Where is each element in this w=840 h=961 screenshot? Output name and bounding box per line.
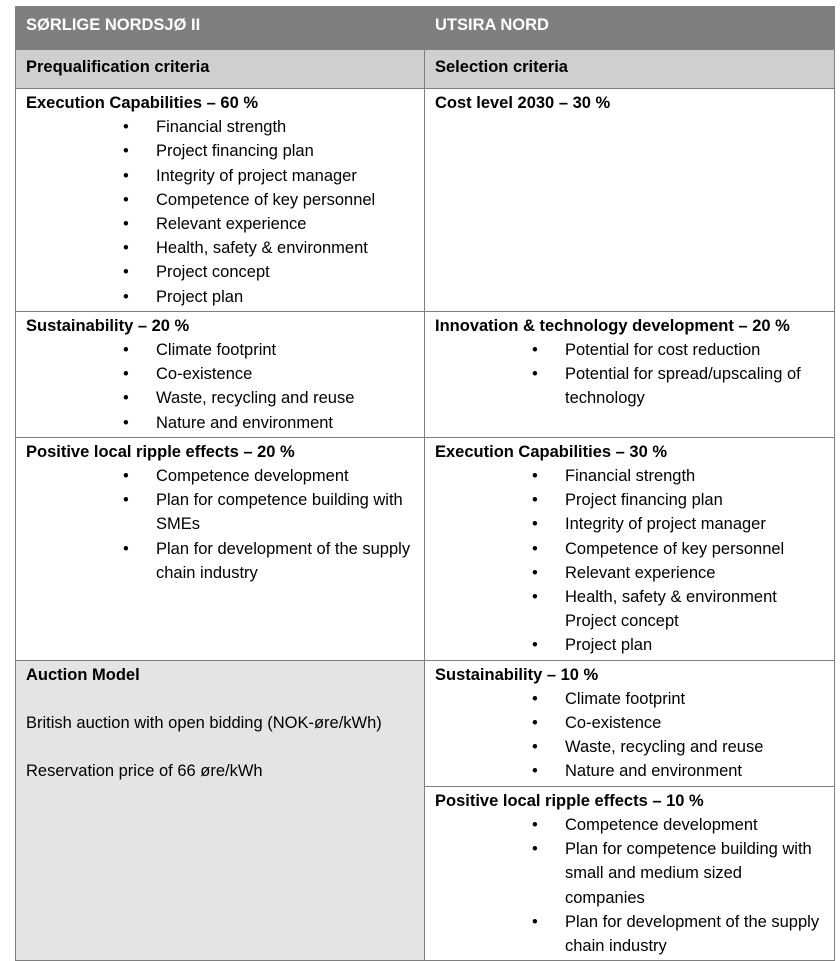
criteria-item-label: Integrity of project manager: [156, 166, 357, 185]
row-4: [16, 660, 835, 786]
bullet-icon: •: [123, 467, 129, 486]
bullet-icon: •: [123, 539, 129, 558]
bullet-icon: •: [123, 287, 129, 306]
bullet-icon: •: [532, 840, 538, 859]
header-row: [16, 7, 835, 50]
bullet-icon: •: [123, 239, 129, 258]
criteria-item-label: Nature and environment: [156, 413, 334, 432]
bullet-icon: •: [532, 588, 538, 607]
criteria-item: [26, 488, 414, 536]
criteria-list: [435, 813, 824, 958]
criteria-item: [435, 837, 824, 910]
bullet-icon: •: [123, 341, 129, 360]
bullet-icon: •: [123, 365, 129, 384]
criteria-item: [26, 188, 414, 212]
criteria-item: [435, 813, 824, 837]
criteria-item-label: Financial strength: [565, 467, 696, 486]
right-section-execution: [425, 437, 835, 660]
criteria-item: [26, 212, 414, 236]
criteria-item: [435, 464, 824, 488]
criteria-item: [435, 512, 824, 536]
criteria-item-label: Waste, recycling and reuse: [156, 389, 355, 408]
criteria-table: [15, 6, 835, 961]
bullet-icon: •: [532, 491, 538, 510]
criteria-item-label: Relevant experience: [565, 563, 716, 582]
criteria-list: [435, 687, 824, 784]
criteria-item: [26, 164, 414, 188]
row-2: [16, 311, 835, 437]
bullet-icon: •: [532, 815, 538, 834]
bullet-icon: •: [532, 341, 538, 360]
criteria-item: [26, 537, 414, 585]
bullet-icon: •: [532, 636, 538, 655]
criteria-list: [26, 338, 414, 435]
criteria-item: [435, 735, 824, 759]
bullet-icon: •: [532, 365, 538, 384]
right-section-innovation: [425, 311, 835, 437]
criteria-item: [435, 561, 824, 585]
criteria-item-label: Plan for competence building with small and medium sized companies: [565, 840, 812, 907]
row-3: [16, 437, 835, 660]
criteria-item-label: Climate footprint: [156, 341, 277, 360]
bullet-icon: •: [532, 738, 538, 757]
bullet-icon: •: [123, 166, 129, 185]
criteria-item: [26, 260, 414, 284]
criteria-item-label: Project financing plan: [156, 142, 314, 161]
bullet-icon: •: [123, 491, 129, 510]
left-section-sustainability: [16, 311, 425, 437]
right-section-sustainability: [425, 660, 835, 786]
criteria-item-label: Integrity of project manager: [565, 515, 766, 534]
criteria-item-label: Plan for development of the supply chain industry: [565, 912, 820, 955]
criteria-item-label: Financial strength: [156, 118, 287, 137]
bullet-icon: •: [532, 762, 538, 781]
bullet-icon: •: [532, 539, 538, 558]
bullet-icon: •: [532, 467, 538, 486]
criteria-item: [26, 115, 414, 139]
auction-reservation-price: Reservation price of 66 øre/kWh: [26, 762, 263, 781]
criteria-item-label: Competence development: [565, 815, 758, 834]
bullet-icon: •: [532, 912, 538, 931]
auction-model-type: British auction with open bidding (NOK-øre/kWh): [26, 713, 382, 732]
criteria-item: [435, 609, 824, 633]
bullet-icon: •: [532, 515, 538, 534]
criteria-item: [26, 139, 414, 163]
criteria-item-label: Waste, recycling and reuse: [565, 738, 764, 757]
criteria-item: [435, 338, 824, 362]
criteria-item-label: Plan for competence building with SMEs: [156, 491, 403, 534]
criteria-item: [26, 236, 414, 260]
bullet-icon: •: [123, 142, 129, 161]
criteria-item: [435, 633, 824, 657]
criteria-item: [435, 585, 824, 609]
criteria-item-label: Potential for spread/upscaling of technology: [565, 365, 801, 408]
section-title: Sustainability – 10 %: [435, 665, 599, 684]
criteria-list: [435, 338, 824, 411]
section-title: Sustainability – 20 %: [26, 316, 190, 335]
criteria-item: [26, 285, 414, 309]
criteria-item-label: Competence development: [156, 467, 349, 486]
criteria-item-label: Climate footprint: [565, 689, 686, 708]
section-title: Positive local ripple effects – 20 %: [26, 442, 295, 461]
criteria-item: [435, 537, 824, 561]
criteria-item: [435, 759, 824, 783]
criteria-item-label: Competence of key personnel: [565, 539, 785, 558]
section-title: Innovation & technology development – 20 %: [435, 316, 790, 335]
row-1: [16, 89, 835, 312]
subheader-row: [16, 50, 835, 89]
bullet-icon: •: [123, 215, 129, 234]
bullet-icon: •: [123, 190, 129, 209]
criteria-item-label: Project plan: [565, 636, 653, 655]
criteria-item-label: Plan for development of the supply chain industry: [156, 539, 411, 582]
criteria-list: [26, 464, 414, 585]
section-title: Execution Capabilities – 30 %: [435, 442, 667, 461]
bullet-icon: •: [123, 118, 129, 137]
criteria-item: [435, 711, 824, 735]
criteria-list: [435, 464, 824, 658]
criteria-item: [26, 411, 414, 435]
auction-model-cell: [16, 660, 425, 960]
criteria-item-label: Project plan: [156, 287, 244, 306]
criteria-item-label: Health, safety & environment: [565, 588, 777, 607]
criteria-item: [26, 386, 414, 410]
criteria-item: [435, 488, 824, 512]
right-section-cost-level: [425, 89, 835, 312]
bullet-icon: •: [123, 389, 129, 408]
header-utsira-nord: UTSIRA NORD: [425, 7, 835, 50]
left-section-ripple-effects: [16, 437, 425, 660]
bullet-icon: •: [123, 413, 129, 432]
criteria-item-label: Project concept: [156, 263, 270, 282]
criteria-item-label: Potential for cost reduction: [565, 341, 761, 360]
criteria-item: [435, 910, 824, 958]
bullet-icon: •: [532, 563, 538, 582]
criteria-item-label: Co-existence: [565, 714, 662, 733]
criteria-item: [26, 362, 414, 386]
criteria-item: [435, 687, 824, 711]
bullet-icon: •: [532, 689, 538, 708]
criteria-item-label: Nature and environment: [565, 762, 743, 781]
criteria-list: [26, 115, 414, 309]
criteria-item-label: Health, safety & environment: [156, 239, 368, 258]
criteria-item: [26, 464, 414, 488]
criteria-item-label: Co-existence: [156, 365, 253, 384]
auction-model-title: Auction Model: [26, 665, 140, 684]
criteria-item: [26, 338, 414, 362]
bullet-icon: •: [532, 714, 538, 733]
subheader-selection: Selection criteria: [425, 50, 835, 89]
section-title: Cost level 2030 – 30 %: [435, 94, 611, 112]
section-title: Positive local ripple effects – 10 %: [435, 791, 704, 810]
criteria-item-label: Project concept: [565, 612, 679, 631]
criteria-item: [435, 362, 824, 410]
criteria-item-label: Relevant experience: [156, 215, 307, 234]
bullet-icon: •: [123, 263, 129, 282]
criteria-item-label: Competence of key personnel: [156, 190, 376, 209]
criteria-item-label: Project financing plan: [565, 491, 723, 510]
header-sorlige-nordsjo: SØRLIGE NORDSJØ II: [16, 7, 425, 50]
section-title: Execution Capabilities – 60 %: [26, 94, 258, 112]
right-section-ripple-effects: [425, 786, 835, 960]
left-section-execution: [16, 89, 425, 312]
subheader-prequalification: Prequalification criteria: [16, 50, 425, 89]
